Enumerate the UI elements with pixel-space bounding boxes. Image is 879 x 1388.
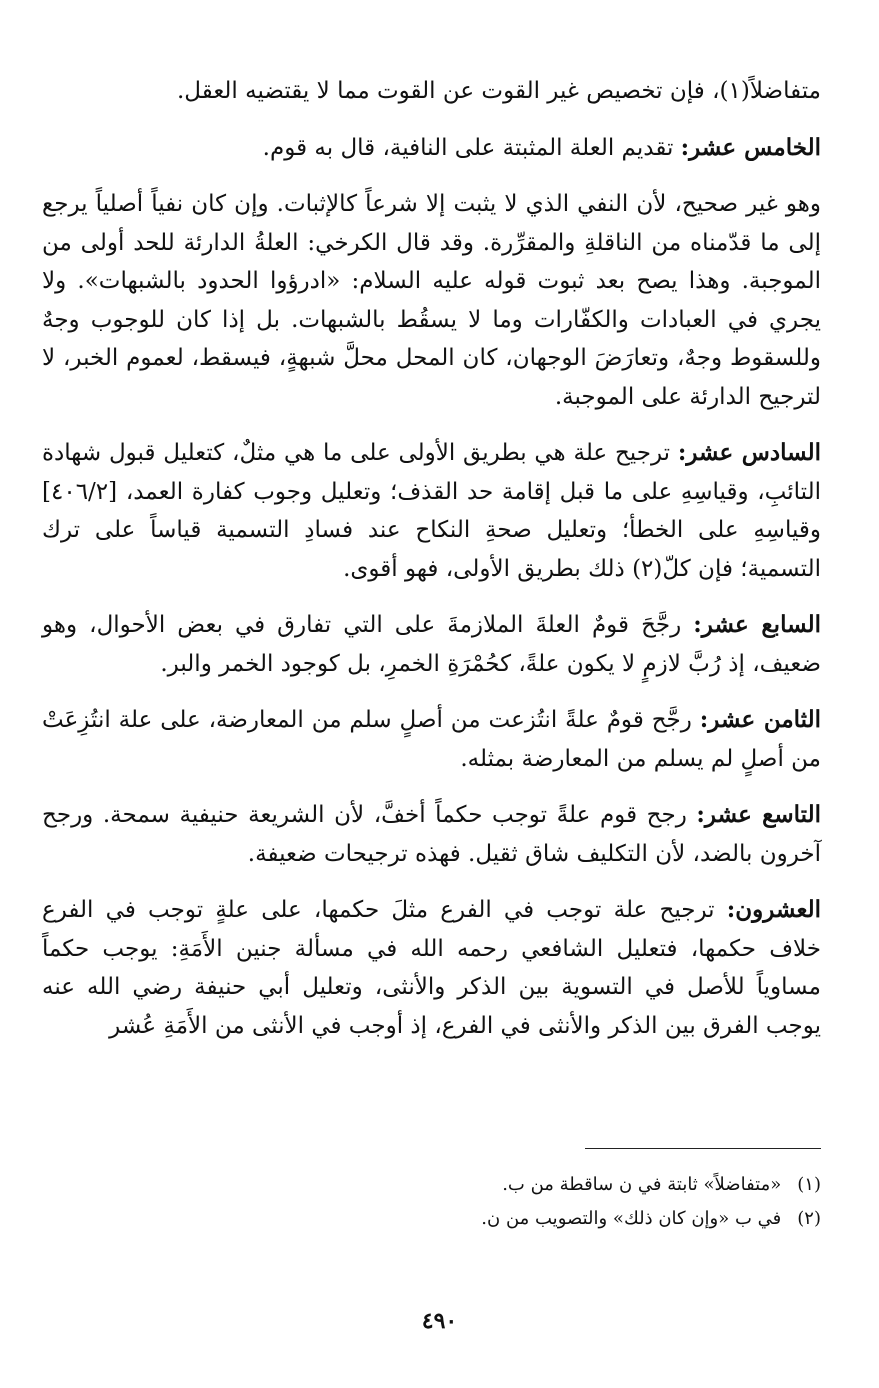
footnote-2 — [42, 1202, 821, 1236]
paragraph-text: تقديم العلة المثبتة على النافية، قال به قوم. — [262, 134, 681, 161]
section-heading: العشرون: — [726, 896, 821, 923]
footnote-number: (٢) — [797, 1208, 821, 1229]
paragraph-text: رجَّح قومٌ علةً انتُزعت من أصلٍ سلم من المعارضة، على علة انتُزِعَتْ من أصلٍ لم يسلم من المعارضة بمثله. — [42, 707, 821, 772]
section-heading: السادس عشر: — [677, 439, 821, 466]
paragraph-text: ترجيح علة هي بطريق الأولى على ما هي مثلٌ، كتعليل قبول شهادة التائبِ، وقياسِهِ على ما قبل إقامة حد القذف؛ وتعليل وجوب كفارة العمد، [٤٠٦/٢] وقياسِهِ على الخطأ؛ وتعليل صحةِ النكاح عند فسادِ التسمية قياساً على ترك التسمية؛ فإن كلّ(٢) ذلك بطريق الأولى، فهو أقوى. — [42, 440, 821, 582]
section-heading: التاسع عشر: — [696, 801, 821, 828]
paragraph-text: رجح قوم علةً توجب حكماً أخفَّ، لأن الشريعة حنيفية سمحة. ورجح آخرون بالضد، لأن التكليف شاق ثقيل. فهذه ترجيحات ضعيفة. — [42, 802, 821, 867]
paragraph-text: ترجيح علة توجب في الفرع مثلَ حكمها، على علةٍ توجب في الفرع خلاف حكمها، فتعليل الشافعي رحمه الله في مسألة جنين الأَمَةِ: يوجب حكماً مساوياً للأصل في التسوية بين الذكر والأنثى، وتعليل أبي حنيفة رضي الله عنه يوجب الفرق بين الذكر والأنثى في الفرع، إذ أوجب في الأنثى من الأَمَةِ عُشر — [42, 897, 821, 1039]
footnote-text: «متفاضلاً» ثابتة في ن ساقطة من ب. — [502, 1174, 782, 1195]
paragraph-8 — [42, 891, 821, 1045]
section-heading: الخامس عشر: — [680, 133, 821, 161]
main-text — [42, 72, 821, 1045]
paragraph-1 — [42, 72, 821, 111]
footnote-text: في ب «وإن كان ذلك» والتصويب من ن. — [481, 1208, 782, 1229]
footnote-divider — [585, 1148, 821, 1149]
footnote-1 — [42, 1168, 821, 1202]
footnote-number: (١) — [797, 1174, 821, 1195]
page-number: ٤٩٠ — [421, 1308, 458, 1334]
section-heading: الثامن عشر: — [699, 706, 821, 733]
footnotes — [42, 1168, 821, 1236]
paragraph-3 — [42, 185, 821, 416]
paragraph-2 — [42, 129, 821, 168]
paragraph-text: وهو غير صحيح، لأن النفي الذي لا يثبت إلا شرعاً كالإثبات. وإن كان نفياً أصلياً يرجع إلى ما قدّمناه من الناقلةِ والمقرِّرة. وقد قال الكرخي: العلةُ الدارئة للحد أولى من الموجبة. وهذا يصح بعد ثبوت قوله عليه السلام: «ادرؤوا الحدود بالشبهات». ولا يجري في العبادات والكفّارات وما لا يسقُط بالشبهات. بل إذا كان للوجوب وجهٌ وللسقوط وجهٌ، وتعارَضَ الوجهان، كان المحل محلَّ شبهةٍ، فيسقط، لعموم الخبر، لا لترجيح الدارئة على الموجبة. — [42, 191, 821, 410]
paragraph-text: متفاضلاً(١)، فإن تخصيص غير القوت عن القوت مما لا يقتضيه العقل. — [176, 78, 821, 104]
section-heading: السابع عشر: — [693, 611, 821, 638]
paragraph-6 — [42, 701, 821, 778]
paragraph-7 — [42, 796, 821, 873]
paragraph-text: رجَّحَ قومٌ العلةَ الملازمةَ على التي تفارق في بعض الأحوال، وهو ضعيف، إذ رُبَّ لازمٍ لا يكون علةً، كحُمْرَةِ الخمرِ، بل كوجود الخمر والبر. — [42, 612, 821, 677]
paragraph-4 — [42, 434, 821, 588]
paragraph-5 — [42, 606, 821, 683]
